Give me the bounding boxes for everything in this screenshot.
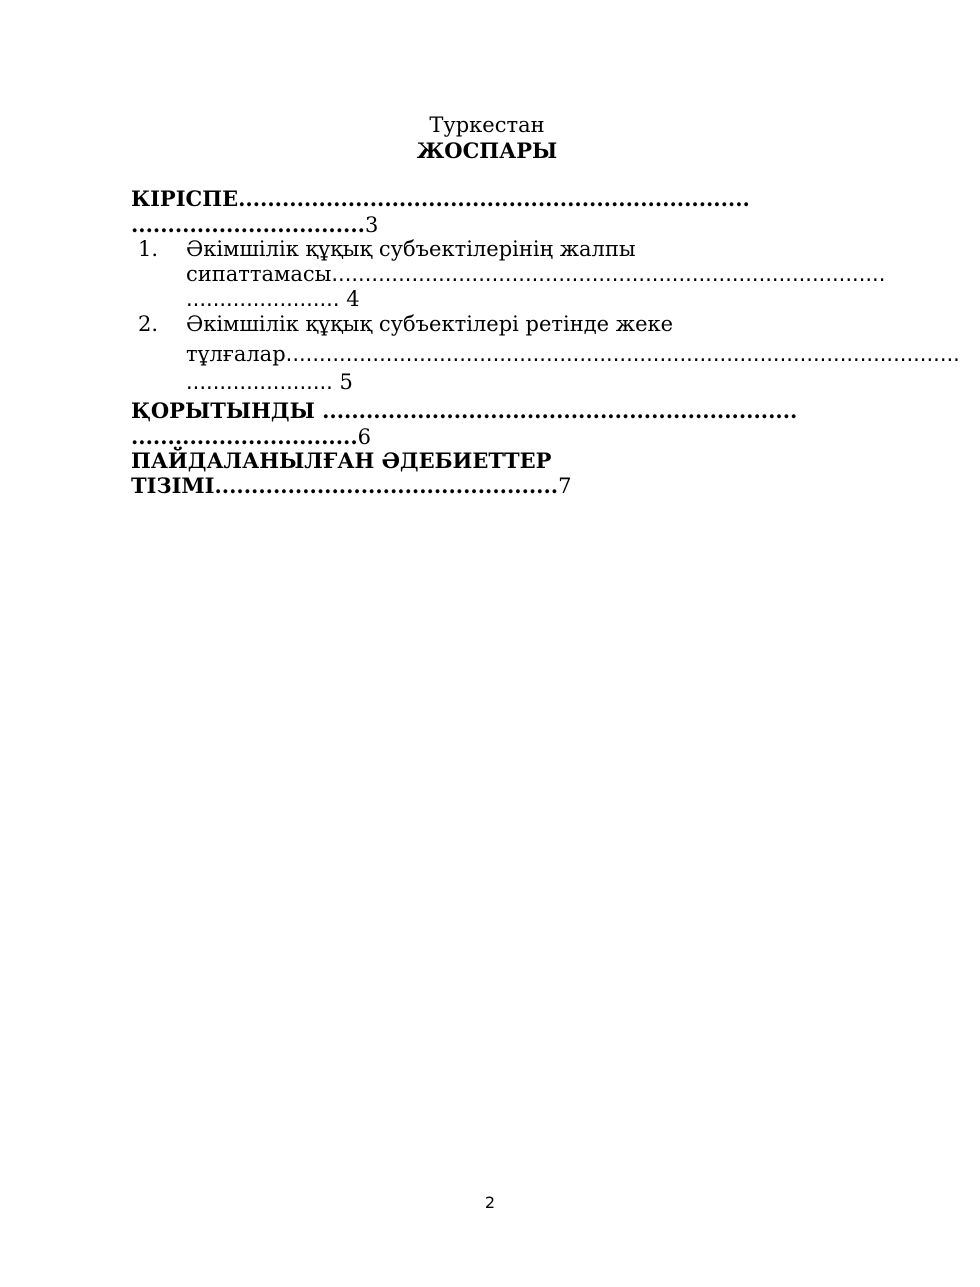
- toc-item2-line3: [186, 370, 843, 395]
- toc-intro-leader-cont: ................................: [131, 212, 365, 237]
- toc-references-page: 7: [558, 474, 572, 498]
- toc-item1-line1: Әкімшілік құқық субъектілерінің жалпы: [186, 237, 636, 261]
- toc-item1-leader-cont: .......................: [186, 287, 340, 311]
- toc-item1-number: 1.: [138, 237, 159, 261]
- toc-conclusion-line2: [131, 424, 843, 450]
- toc-item1-line3: [186, 287, 843, 312]
- toc-item1-page: 4: [339, 287, 360, 311]
- toc-item2-leader: .....................................................................................................: [285, 342, 960, 366]
- toc-references-leader: ...............................................: [214, 473, 559, 498]
- toc-conclusion-leader-cont: ...............................: [131, 424, 358, 449]
- toc-item2-label-cont: тұлғалар: [186, 342, 286, 366]
- toc-conclusion-label: ҚОРЫТЫНДЫ: [131, 398, 323, 423]
- plan-title: ЖОСПАРЫ: [416, 138, 558, 163]
- city-heading: Туркестан: [429, 113, 545, 137]
- toc-item1-label-cont: сипаттамасы: [186, 262, 332, 286]
- toc-conclusion-leader: .................................................................: [322, 398, 798, 423]
- toc-intro-label: КІРІСПЕ: [131, 186, 239, 211]
- toc-item2-line1: Әкімшілік құқық субъектілері ретінде жеке: [186, 312, 674, 336]
- toc-references-label-cont: ТІЗІМІ: [131, 473, 215, 498]
- toc-item2-leader-cont: ......................: [186, 370, 333, 394]
- toc-conclusion-line1: [131, 398, 843, 423]
- toc-item2-number: 2.: [138, 312, 159, 336]
- toc-references-line2: [131, 473, 843, 499]
- toc-intro-page: 3: [364, 213, 379, 237]
- toc-references-line1: ПАЙДАЛАНЫЛҒАН ӘДЕБИЕТТЕР: [131, 448, 552, 473]
- toc-intro-line2: [131, 212, 843, 238]
- toc-item2-line2: [186, 342, 960, 367]
- toc-intro-leader: ......................................................................: [238, 186, 750, 211]
- page-number: 2: [484, 1193, 496, 1212]
- toc-item1-leader: ...................................................................................: [331, 262, 886, 286]
- toc-intro-line1: [131, 186, 843, 211]
- toc-conclusion-page: 6: [357, 425, 372, 449]
- toc-item1-line2: [186, 262, 886, 287]
- toc-item2-page: 5: [332, 370, 353, 394]
